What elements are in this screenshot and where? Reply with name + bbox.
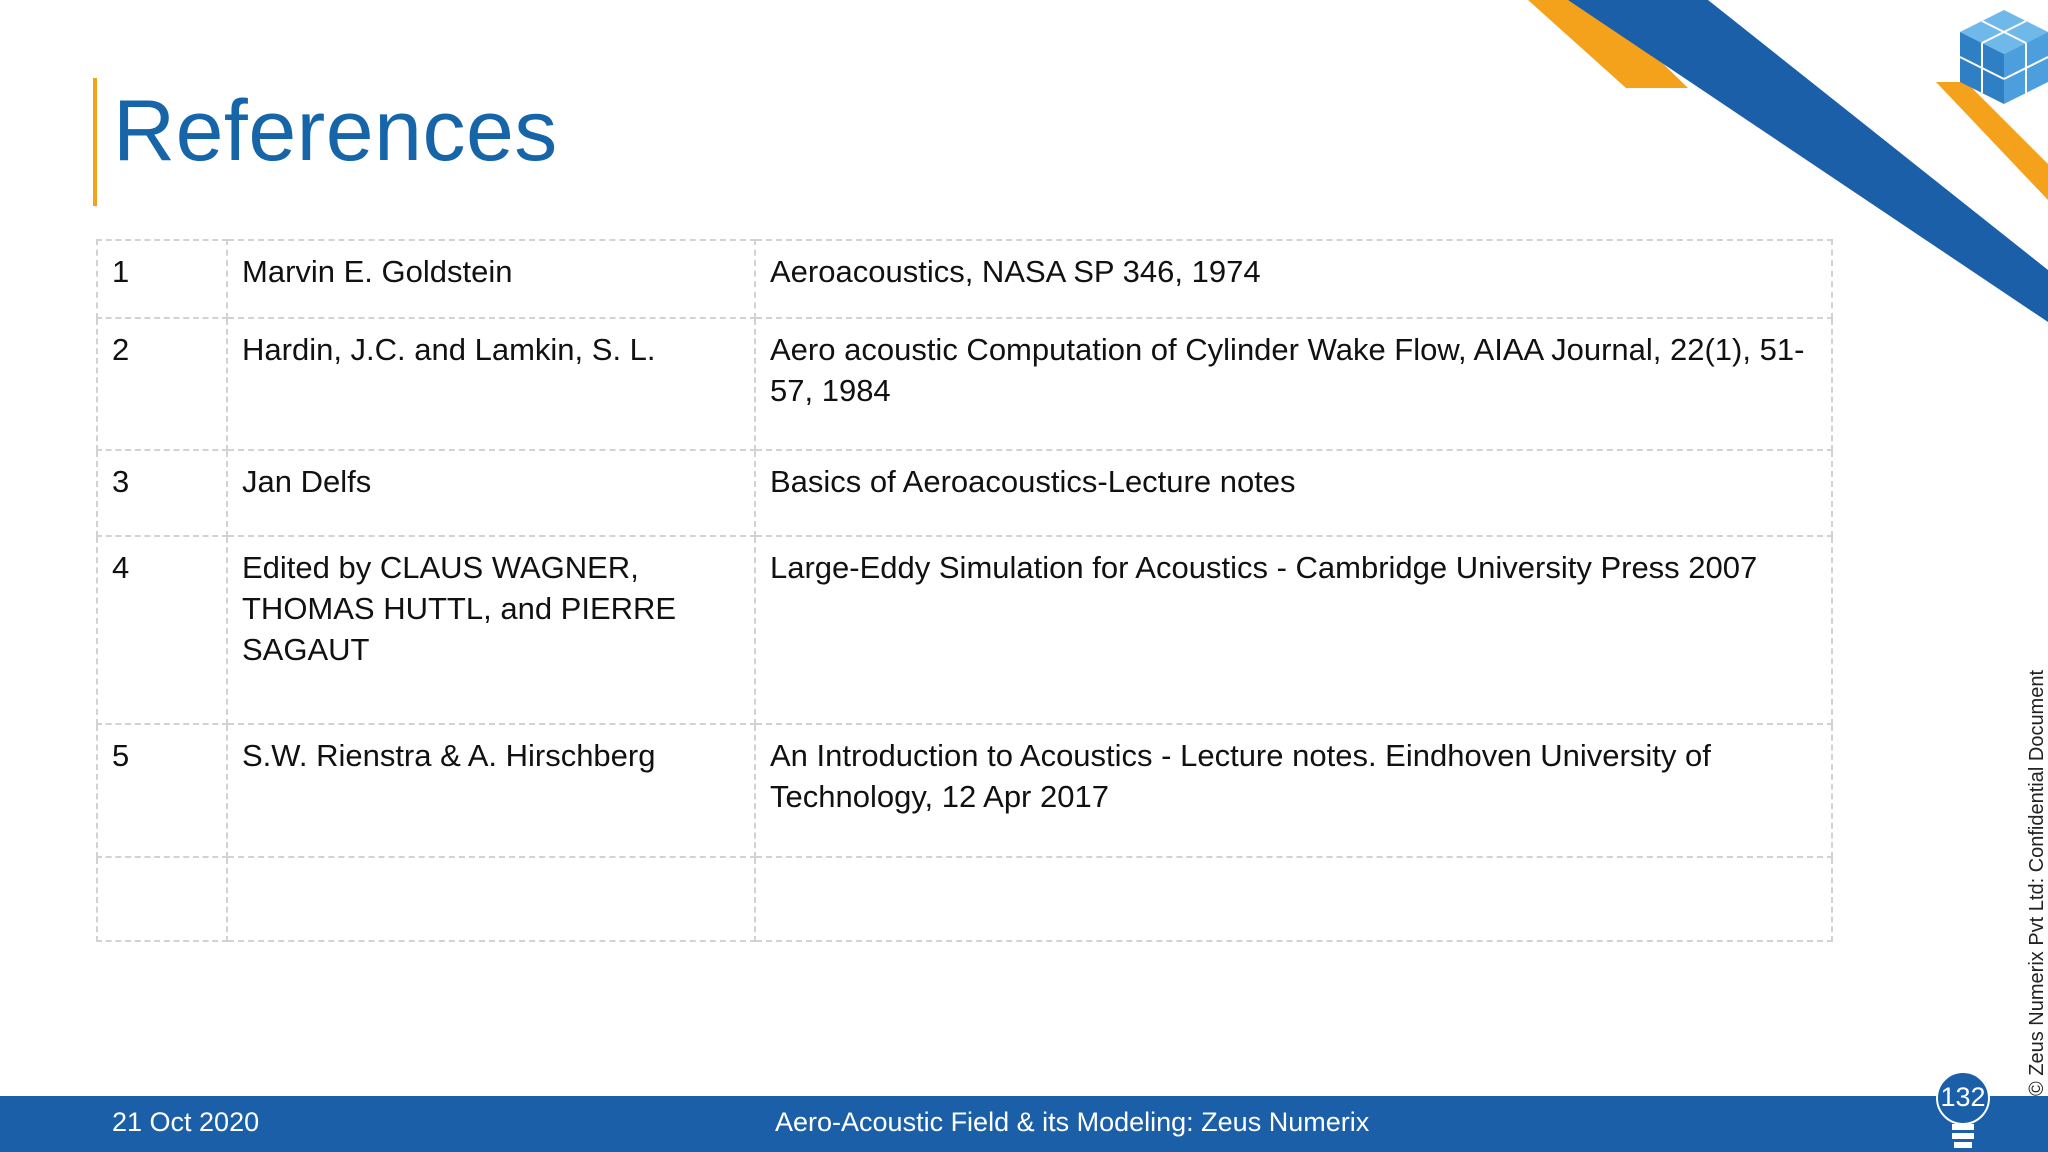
reference-author: Hardin, J.C. and Lamkin, S. L. — [227, 318, 755, 450]
reference-number: 5 — [97, 724, 227, 857]
reference-author: S.W. Rienstra & A. Hirschberg — [227, 724, 755, 857]
reference-work: Aeroacoustics, NASA SP 346, 1974 — [755, 240, 1832, 318]
reference-author: Edited by CLAUS WAGNER, THOMAS HUTTL, and PIERRE SAGAUT — [227, 536, 755, 724]
reference-number — [97, 857, 227, 941]
reference-number: 2 — [97, 318, 227, 450]
reference-work: An Introduction to Acoustics - Lecture notes. Eindhoven University of Technology, 12 Apr 2017 — [755, 724, 1832, 857]
table-row — [97, 450, 1832, 536]
page-title: References — [113, 83, 558, 179]
reference-number: 4 — [97, 536, 227, 724]
references-table — [96, 239, 1833, 942]
footer-bar — [0, 1096, 2048, 1152]
confidential-notice: © Zeus Numerix Pvt Ltd: Confidential Document — [2026, 669, 2048, 1096]
title-accent-bar — [93, 78, 97, 206]
footer-title: Aero-Acoustic Field & its Modeling: Zeus Numerix — [775, 1107, 1370, 1137]
reference-number: 3 — [97, 450, 227, 536]
reference-author: Jan Delfs — [227, 450, 755, 536]
table-row — [97, 724, 1832, 857]
reference-work: Aero acoustic Computation of Cylinder Wake Flow, AIAA Journal, 22(1), 51-57, 1984 — [755, 318, 1832, 450]
footer-date: 21 Oct 2020 — [112, 1107, 260, 1137]
table-row — [97, 318, 1832, 450]
reference-work — [755, 857, 1832, 941]
reference-work: Basics of Aeroacoustics-Lecture notes — [755, 450, 1832, 536]
reference-work: Large-Eddy Simulation for Acoustics - Cambridge University Press 2007 — [755, 536, 1832, 724]
table-row — [97, 240, 1832, 318]
table-row — [97, 857, 1832, 941]
reference-author: Marvin E. Goldstein — [227, 240, 755, 318]
reference-number: 1 — [97, 240, 227, 318]
reference-author — [227, 857, 755, 941]
table-row — [97, 536, 1832, 724]
page-number: 132 — [1940, 1082, 1986, 1112]
